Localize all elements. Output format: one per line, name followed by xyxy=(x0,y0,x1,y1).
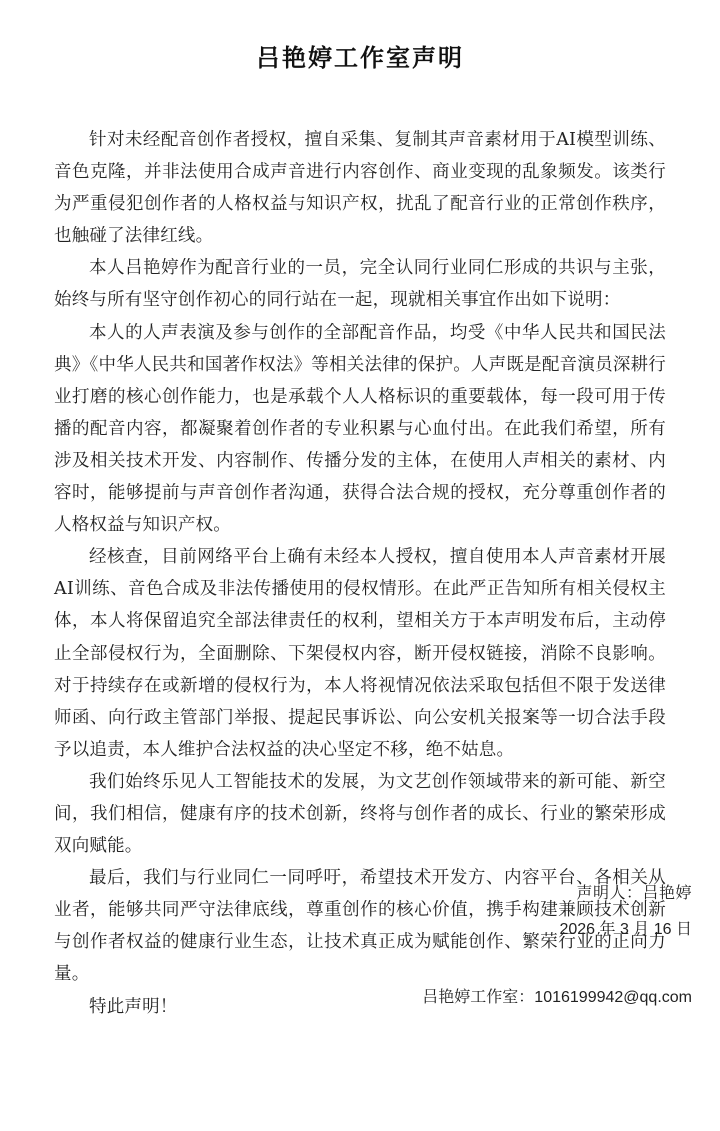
paragraph-6: 最后，我们与行业同仁一同呼吁，希望技术开发方、内容平台、各相关从业者，能够共同严守法律底线，尊重创作的核心价值，携手构建兼顾技术创新与创作者权益的健康行业生态，让技术真正成为赋能创作、繁荣行业的正向力量。 xyxy=(54,868,666,985)
paragraph-4: 经核查，目前网络平台上确有未经本人授权，擅自使用本人声音素材开展AI训练、音色合成及非法传播使用的侵权情形。在此严正告知所有相关侵权主体，本人将保留追究全部法律责任的权利，望相关方于本声明发布后，主动停止全部侵权行为，全面删除、下架侵权内容，断开侵权链接，消除不良影响。对于持续存在或新增的侵权行为，本人将视情况依法采取包括但不限于发送律师函、向行政主管部门举报、提起民事诉讼、向公安机关报案等一切合法手段予以追责，本人维护合法权益的决心坚定不移，绝不姑息。 xyxy=(54,547,666,760)
paragraph-7: 特此声明！ xyxy=(89,996,178,1017)
signer-line: 声明人：吕艳婷 xyxy=(576,883,692,902)
paragraph-2: 本人吕艳婷作为配音行业的一员，完全认同行业同仁形成的共识与主张，始终与所有坚守创作初心的同行站在一起，现就相关事宜作出如下说明： xyxy=(54,258,666,311)
statement-body xyxy=(54,124,666,1023)
studio-contact: 吕艳婷工作室：1016199942@qq.com xyxy=(422,989,692,1006)
paragraph-5: 我们始终乐见人工智能技术的发展，为文艺创作领域带来的新可能、新空间，我们相信，健康有序的技术创新，终将与创作者的成长、行业的繁荣形成双向赋能。 xyxy=(54,771,666,857)
statement-date: 2026 年 3 月 16 日 xyxy=(559,921,692,938)
paragraph-3: 本人的人声表演及参与创作的全部配音作品，均受《中华人民共和国民法典》《中华人民共和国著作权法》等相关法律的保护。人声既是配音演员深耕行业打磨的核心创作能力，也是承载个人人格标识的重要载体，每一段可用于传播的配音内容，都凝聚着创作者的专业积累与心血付出。在此我们希望，所有涉及相关技术开发、内容制作、传播分发的主体，在使用人声相关的素材、内容时，能够提前与声音创作者沟通，获得合法合规的授权，充分尊重创作者的人格权益与知识产权。 xyxy=(54,322,666,536)
document-title: 吕艳婷工作室声明 xyxy=(256,43,464,72)
paragraph-1: 针对未经配音创作者授权，擅自采集、复制其声音素材用于AI模型训练、音色克隆，并非法使用合成声音进行内容创作、商业变现的乱象频发。该类行为严重侵犯创作者的人格权益与知识产权，扰乱了配音行业的正常创作秩序，也触碰了法律红线。 xyxy=(54,130,666,247)
